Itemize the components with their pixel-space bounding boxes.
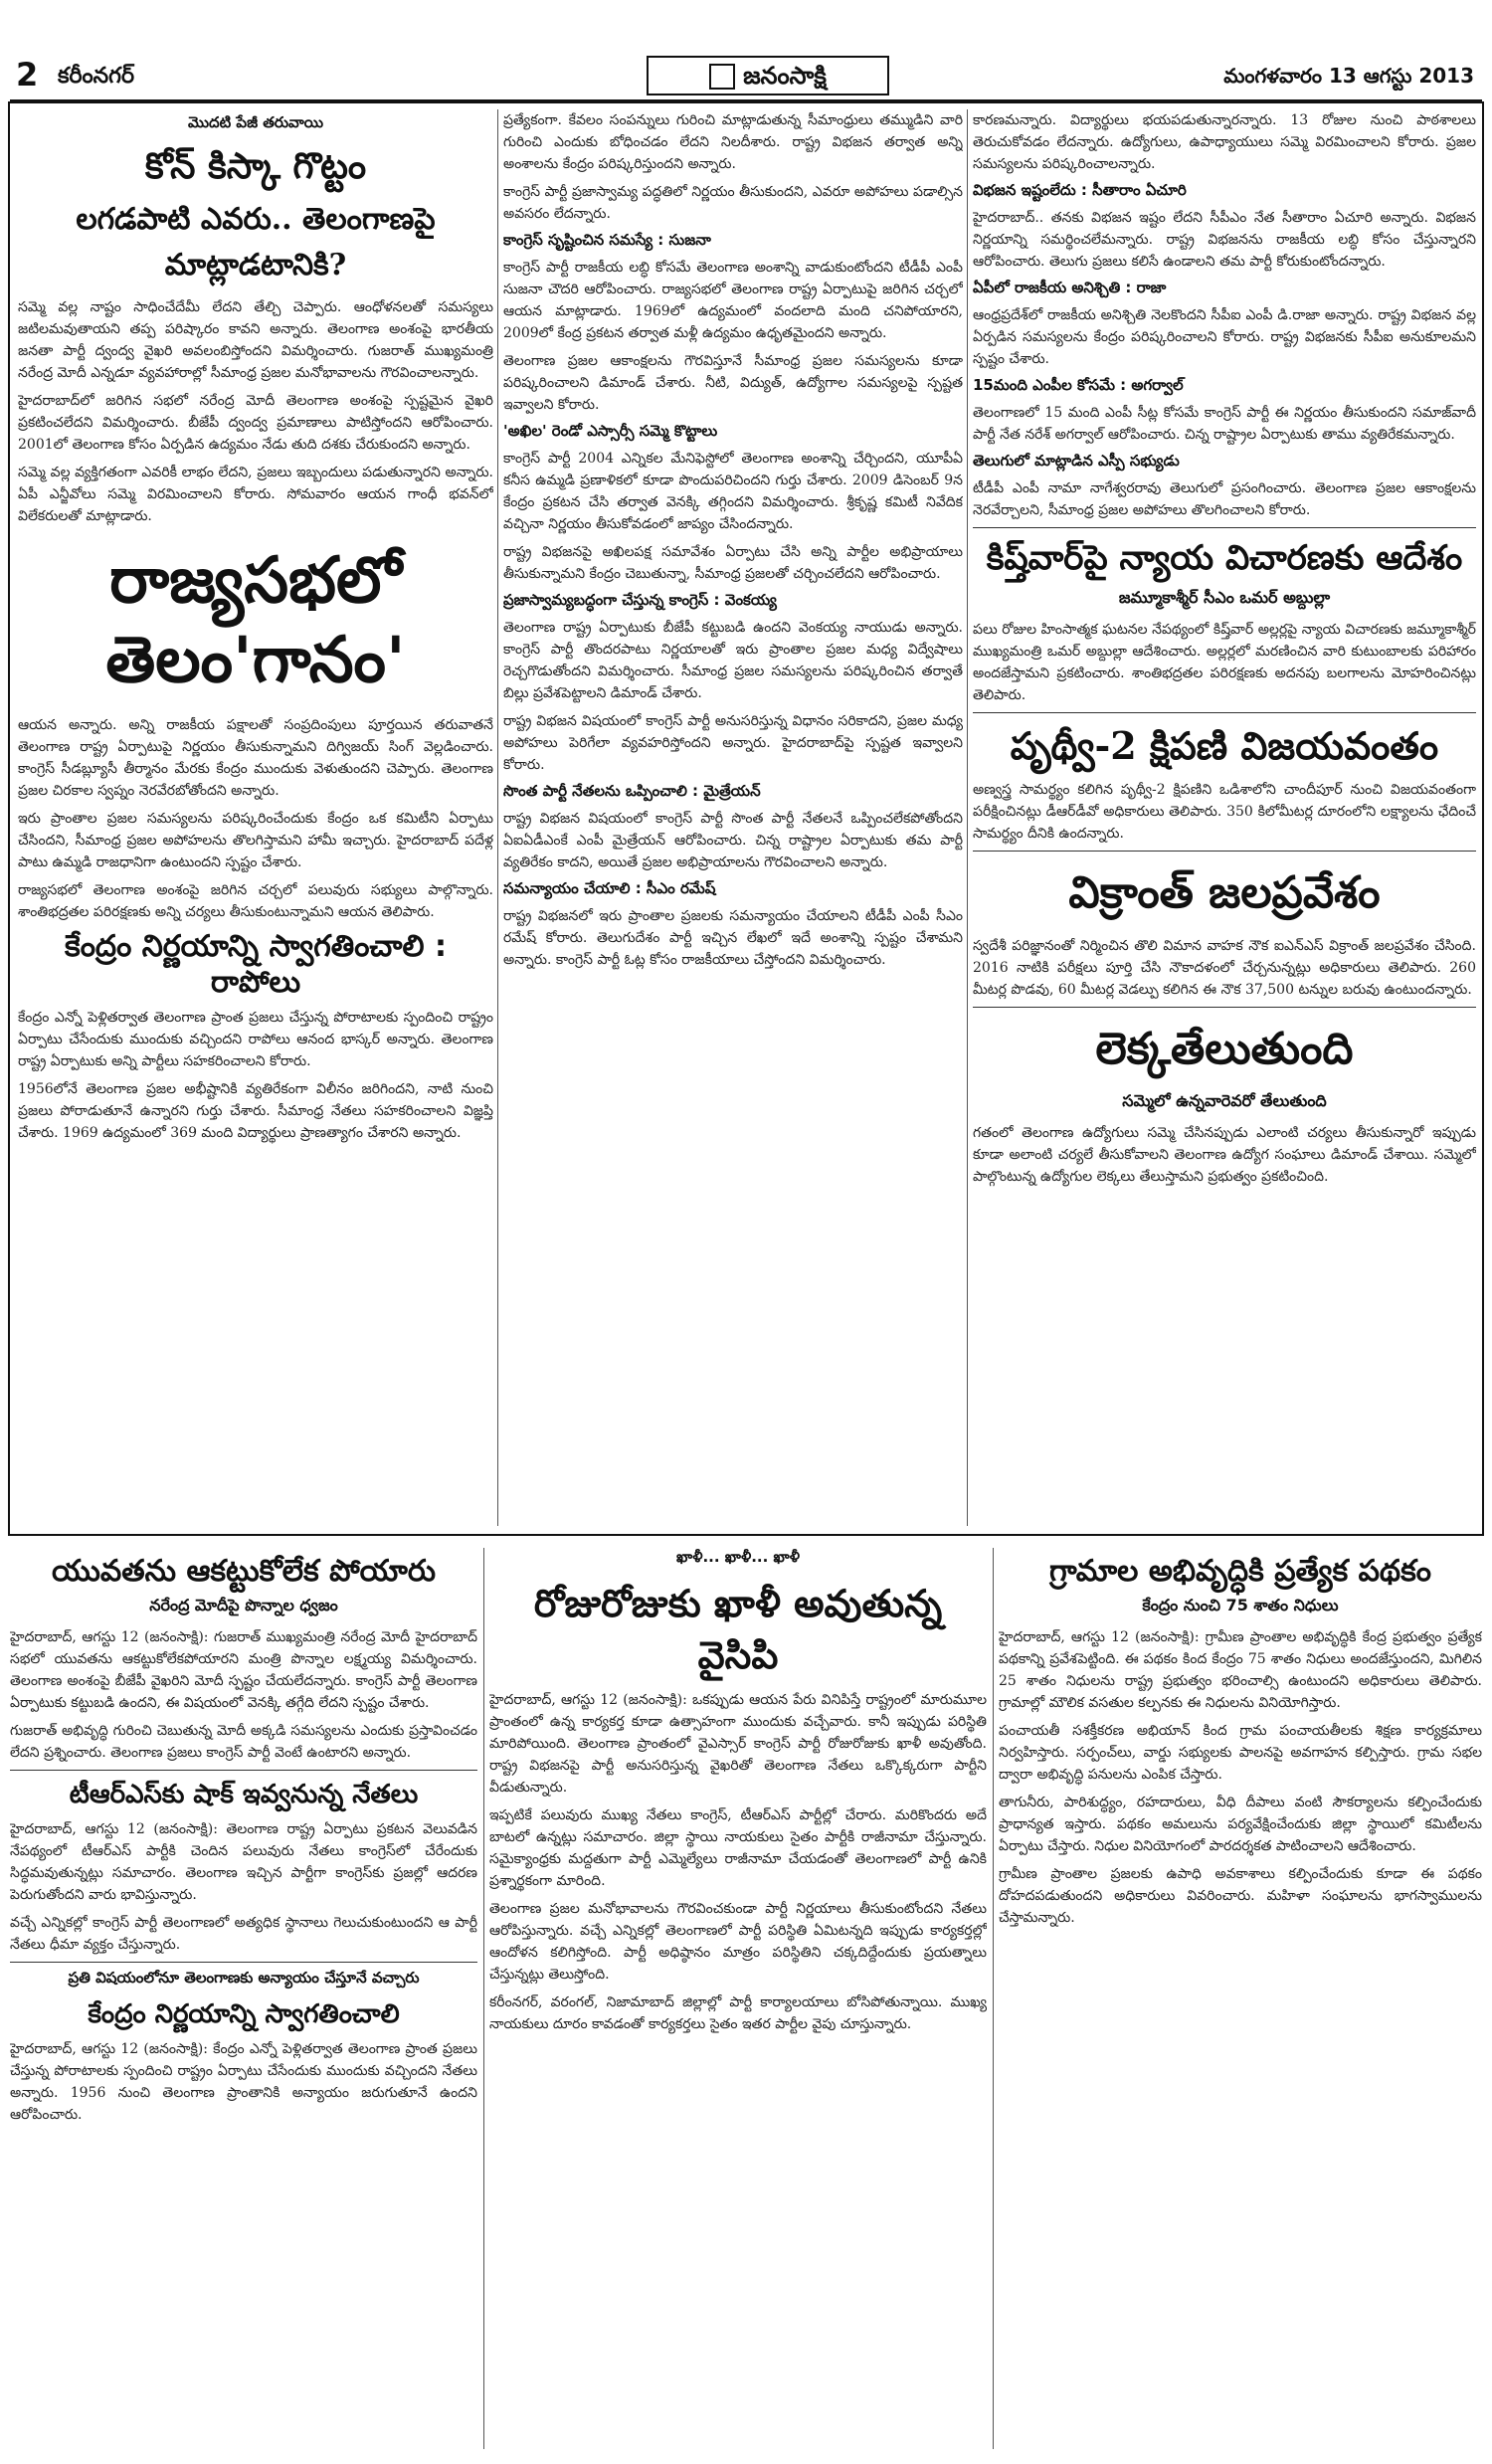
sub-headline: సొంత పార్టీ నేతలను ఒప్పించాలి : మైత్రేయన్‌ xyxy=(503,782,761,800)
story-body xyxy=(973,619,1476,706)
story-headline: లగడపాటి ఎవరు.. తెలంగాణపై మాట్లాడటానికి? xyxy=(76,202,436,283)
story-kicker: ప్రతి విషయంలోనూ తెలంగాణకు అన్యాయం చేస్తూనే వచ్చారు xyxy=(68,1969,420,1987)
story-body xyxy=(973,935,1476,1001)
paragraph: రాష్ట్ర విభజన విషయంలో కాంగ్రెస్‌ పార్టీ సొంత పార్టీ నేతలనే ఒప్పించలేకపోతోందని ఏఐఏడీఎంకే ఎంపీ మైత్రేయన్‌ ఆరోపించారు. చిన్న రాష్ట్రాల ఏర్పాటుకు తమ పార్టీ వ్యతిరేకం కాదని, అయితే ప్రజల అభిప్రాయాలను గౌరవించాలని అన్నారు. xyxy=(503,811,963,870)
issue-date: మంగళవారం 13 ఆగస్టు 2013 xyxy=(1223,64,1474,88)
story-body xyxy=(973,1122,1476,1188)
bottom-right-column xyxy=(999,1548,1482,2453)
story-body xyxy=(503,617,963,776)
story-body xyxy=(973,779,1476,845)
story-headline: కేంద్రం నిర్ణయాన్ని స్వాగతించాలి xyxy=(88,1999,400,2029)
paragraph: తాగునీరు, పారిశుద్ధ్యం, రహదారులు, వీధి దీపాలు వంటి సౌకర్యాలను కల్పించేందుకు ప్రాధాన్యత ఇస్తారు. పథకం అమలును పర్యవేక్షించేందుకు జిల్లా స్థాయిలో కమిటీలను ఏర్పాటు చేస్తారు. నిధుల వినియోగంలో పారదర్శకత పాటించాలని ఆదేశించారు. xyxy=(999,1795,1482,1854)
paragraph: గ్రామీణ ప్రాంతాల ప్రజలకు ఉపాధి అవకాశాలు కల్పించేందుకు కూడా ఈ పథకం దోహదపడుతుందని అధికారులు వివరించారు. మహిళా సంఘాలను భాగస్వాములను చేస్తామన్నారు. xyxy=(999,1866,1482,1926)
story-headline-rajyasabha: రాజ్యసభలో తెలం'గానం' xyxy=(105,543,406,697)
continued-kicker: మొదటి పేజీ తరువాయి xyxy=(187,113,324,131)
column-right xyxy=(973,109,1476,1526)
paragraph: ఇరు ప్రాంతాల ప్రజల సమస్యలను పరిష్కరించేందుకు కేంద్రం ఒక కమిటీని ఏర్పాటు చేసిందని, సీమాంధ్ర ప్రజల అపోహలను తొలగిస్తామని హామీ ఇచ్చారు. హైదరాబాద్‌ పదేళ్ల పాటు ఉమ్మడి రాజధానిగా ఉంటుందని స్పష్టం చేశారు. xyxy=(18,811,493,870)
paragraph: తెలంగాణ ప్రజల మనోభావాలను గౌరవించకుండా పార్టీ నిర్ణయాలు తీసుకుంటోందని నేతలు ఆరోపిస్తున్నారు. వచ్చే ఎన్నికల్లో తెలంగాణలో పార్టీ పరిస్థితి ఏమిటన్నది ఇప్పుడు కార్యకర్తల్లో ఆందోళన కలిగిస్తోంది. పార్టీ అధిష్ఠానం మాత్రం పరిస్థితిని చక్కదిద్దేందుకు ప్రయత్నాలు చేస్తున్నట్లు తెలుస్తోంది. xyxy=(489,1901,987,1983)
story-headline: పృథ్వీ-2 క్షిపణి విజయవంతం xyxy=(1010,723,1439,768)
paragraph: కాంగ్రెస్‌ పార్టీ రాజకీయ లబ్ధి కోసమే తెలంగాణ అంశాన్ని వాడుకుంటోందని టీడీపీ ఎంపీ సుజనా చౌదరి ఆరోపించారు. రాజ్యసభలో తెలంగాణ రాష్ట్ర ఏర్పాటుపై జరిగిన చర్చలో ఆయన మాట్లాడారు. 1969లో ఉద్యమంలో వందలాది మంది చనిపోయారని, 2009లో కేంద్ర ప్రకటన తర్వాత మళ్లీ ఉద్యమం ఉధృతమైందని అన్నారు. xyxy=(503,260,963,341)
story-subheadline: సమ్మెలో ఉన్నవారెవరో తేలుతుంది xyxy=(1122,1091,1327,1110)
paragraph: కాంగ్రెస్‌ పార్టీ ప్రజాస్వామ్య పద్ధతిలో నిర్ణయం తీసుకుందని, ఎవరూ అపోహలు పడాల్సిన అవసరం లేదన్నారు. xyxy=(503,184,963,222)
story-body xyxy=(489,1689,987,2035)
paragraph: సమ్మె వల్ల నాష్టం సాధించేదేమీ లేదని తేల్చి చెప్పారు. ఆంధోళనలతో సమస్యలు జటిలమవుతాయని తప్ప పరిష్కారం కావని అన్నారు. తెలంగాణ అంశంపై భారతీయ జనతా పార్టీ ద్వంద్వ వైఖరి అవలంబిస్తోందని విమర్శించారు. గుజరాత్‌ ముఖ్యమంత్రి నరేంద్ర మోదీ ఎన్నడూ వ్యవహారాల్లో సీమాంధ్ర ప్రజల మనోభావాలను గౌరవించాలన్నారు. xyxy=(18,299,493,381)
story-body xyxy=(999,1626,1482,1929)
column-left xyxy=(18,109,493,1526)
sub-headline: 15మంది ఎంపీల కోసమే : అగర్వాల్‌ xyxy=(973,376,1184,394)
paragraph: ఇప్పటికే పలువురు ముఖ్య నేతలు కాంగ్రెస్‌, టీఆర్‌ఎస్‌ పార్టీల్లో చేరారు. మరికొందరు అదే బాటలో ఉన్నట్లు సమాచారం. జిల్లా స్థాయి నాయకులు సైతం పార్టీకి రాజీనామా చేస్తున్నారు. సమైక్యాంధ్రకు మద్దతుగా పార్టీ ఎమ్మెల్యేలు రాజీనామా చేయడంతో తెలంగాణలో పార్టీ ఉనికి ప్రశ్నార్థకంగా మారింది. xyxy=(489,1807,987,1889)
story-body xyxy=(503,808,963,873)
sub-headline: విభజన ఇష్టంలేదు : సీతారాం ఏచూరి xyxy=(973,181,1187,199)
paragraph: పలు రోజుల హింసాత్మక ఘటనల నేపథ్యంలో కిష్త్‌వార్‌ అల్లర్లపై న్యాయ విచారణకు జమ్మూకాశ్మీర్‌ ముఖ్యమంత్రి ఒమర్‌ అబ్దుల్లా ఆదేశించారు. అల్లర్లలో మరణించిన వారి కుటుంబాలకు పరిహారం అందజేస్తామని ప్రకటించారు. శాంతిభద్రతల పరిరక్షణకు అదనపు బలగాలను మోహరించినట్లు తెలిపారు. xyxy=(973,622,1476,703)
paragraph: రాష్ట్ర విభజనలో ఇరు ప్రాంతాల ప్రజలకు సమన్యాయం చేయాలని టీడీపీ ఎంపీ సీఎం రమేష్‌ కోరారు. తెలుగుదేశం పార్టీ ఇచ్చిన లేఖలో ఇదే అంశాన్ని స్పష్టం చేశామని అన్నారు. కాంగ్రెస్‌ పార్టీ ఓట్ల కోసం రాజకీయాలు చేస్తోందని విమర్శించారు. xyxy=(503,908,963,968)
story-headline: యువతను ఆకట్టుకోలేక పోయారు xyxy=(51,1554,437,1589)
paragraph: 1956లోనే తెలంగాణ ప్రజల అభీష్టానికి వ్యతిరేకంగా విలీనం జరిగిందని, నాటి నుంచి ప్రజలు పోరాడుతూనే ఉన్నారని గుర్తు చేశారు. సీమాంధ్ర నేతలు సహకరించాలని విజ్ఞప్తి చేశారు. 1969 ఉద్యమంలో 369 మంది విద్యార్థులు ప్రాణత్యాగం చేశారని అన్నారు. xyxy=(18,1081,493,1141)
paragraph: పంచాయతీ సశక్తీకరణ అభియాన్‌ కింద గ్రామ పంచాయతీలకు శిక్షణ కార్యక్రమాలు నిర్వహిస్తారు. సర్పంచ్‌లు, వార్డు సభ్యులకు పాలనపై అవగాహన కల్పిస్తారు. గ్రామ సభల ద్వారా అభివృద్ధి పనులను ఎంపిక చేస్తారు. xyxy=(999,1723,1482,1783)
paragraph: కేంద్రం ఎన్నో పెళ్లితర్వాత తెలంగాణ ప్రాంత ప్రజలు చేస్తున్న పోరాటాలకు స్పందించి రాష్ట్రం ఏర్పాటు చేసేందుకు ముందుకు వచ్చిందని రాపోలు ఆనంద భాస్కర్‌ అన్నారు. తెలంగాణ రాష్ట్ర ఏర్పాటుకు అన్ని పార్టీలు సహకరించాలని కోరారు. xyxy=(18,1010,493,1069)
story-headline: విక్రాంత్‌ జలప్రవేశం xyxy=(1068,867,1381,918)
column-middle xyxy=(503,109,963,1526)
sub-headline: తెలుగులో మాట్లాడిన ఎస్పీ సభ్యుడు xyxy=(973,452,1180,470)
bottom-left-column xyxy=(10,1548,477,2453)
paragraph: సమ్మె వల్ల వ్యక్తిగతంగా ఎవరికీ లాభం లేదని, ప్రజలు ఇబ్బందులు పడుతున్నారని అన్నారు. ఏపీ ఎన్జీవోలు సమ్మె విరమించాలని కోరారు. సోమవారం ఆయన గాంధీ భవన్‌లో విలేకరులతో మాట్లాడారు. xyxy=(18,465,493,524)
bottom-middle-column xyxy=(489,1548,987,2453)
story-body xyxy=(503,448,963,585)
paragraph: రాజ్యసభలో తెలంగాణ అంశంపై జరిగిన చర్చలో పలువురు సభ్యులు పాల్గొన్నారు. శాంతిభద్రతల పరిరక్షణకు అన్ని చర్యలు తీసుకుంటున్నామని ఆయన తెలిపారు. xyxy=(18,882,493,920)
sub-headline: 'అఖిల' రెండో ఎస్సార్సీ సమ్మె కొట్టాలు xyxy=(503,422,718,440)
paragraph: హైదరాబాద్‌, ఆగస్టు 12 (జనంసాక్షి): ఒకప్పుడు ఆయన పేరు వినిపిస్తే రాష్ట్రంలో మారుమూల ప్రాంతంలో ఉన్న కార్యకర్త కూడా ఉత్సాహంగా ముందుకు వచ్చేవారు. కానీ ఇప్పుడు పరిస్థితి మారిపోయింది. తెలంగాణ ప్రాంతంలో వైఎస్సార్‌ కాంగ్రెస్‌ పార్టీ రోజురోజుకు ఖాళీ అవుతోంది. రాష్ట్ర విభజనపై పార్టీ అనుసరిస్తున్న వైఖరితో తెలంగాణ నేతలు ఒక్కొక్కరుగా పార్టీని వీడుతున్నారు. xyxy=(489,1692,987,1796)
story-subheadline: నరేంద్ర మోదీపై పొన్నాల ధ్వజం xyxy=(149,1596,338,1614)
story-headline: టీఆర్‌ఎస్‌కు షాక్‌ ఇవ్వనున్న నేతలు xyxy=(69,1780,419,1809)
paragraph: కారణమన్నారు. విద్యార్థులు భయపడుతున్నారన్నారు. 13 రోజుల నుంచి పాఠశాలలు తెరుచుకోవడం లేదన్నారు. ఉద్యోగులు, ఉపాధ్యాయులు సమ్మె విరమించాలని కోరారు. ప్రజల సమస్యలను పరిష్కరించాలన్నారు. xyxy=(973,112,1476,172)
story-body xyxy=(18,714,493,923)
divider xyxy=(10,1770,477,1771)
story-headline: కోన్‌ కిస్కా గొట్టం xyxy=(144,145,367,187)
masthead xyxy=(647,56,889,95)
story-subheadline: జమ్మూకాశ్మీర్‌ సీఎం ఒమర్‌ అబ్దుల్లా xyxy=(1118,588,1331,607)
divider xyxy=(973,1007,1476,1008)
section-name: కరీంనగర్ xyxy=(58,64,135,89)
column-divider xyxy=(967,109,968,1526)
paragraph: హైదరాబాద్‌, ఆగస్టు 12 (జనంసాక్షి): గుజరాత్‌ ముఖ్యమంత్రి నరేంద్ర మోదీ హైదరాబాద్‌ సభలో యువతను ఆకట్టుకోలేకపోయారని మంత్రి పొన్నాల లక్ష్మయ్య విమర్శించారు. తెలంగాణ అంశంపై బీజేపీ వైఖరిని మోదీ స్పష్టం చేయలేదన్నారు. కాంగ్రెస్‌ పార్టీ తెలంగాణ ఏర్పాటుకు కట్టుబడి ఉందని, ఈ విషయంలో వెనక్కి తగ్గేది లేదని స్పష్టం చేశారు. xyxy=(10,1629,477,1711)
story-body xyxy=(973,304,1476,370)
paragraph: హైదరాబాద్‌, ఆగస్టు 12 (జనంసాక్షి): తెలంగాణ రాష్ట్ర ఏర్పాటు ప్రకటన వెలువడిన నేపథ్యంలో టీఆర్‌ఎస్‌ పార్టీకి చెందిన పలువురు నేతలు కాంగ్రెస్‌లో చేరేందుకు సిద్ధమవుతున్నట్లు సమాచారం. తెలంగాణ ఇచ్చిన పార్టీగా కాంగ్రెస్‌కు ప్రజల్లో ఆదరణ పెరుగుతోందని వారు భావిస్తున్నారు. xyxy=(10,1821,477,1903)
story-body xyxy=(18,1007,493,1144)
story-headline: కిష్త్‌వార్‌పై న్యాయ విచారణకు ఆదేశం xyxy=(986,538,1463,578)
paragraph: స్వదేశీ పరిజ్ఞానంతో నిర్మించిన తొలి విమాన వాహక నౌక ఐఎన్‌ఎస్‌ విక్రాంత్‌ జలప్రవేశం చేసింది. 2016 నాటికి పరీక్షలు పూర్తి చేసి నౌకాదళంలో చేర్చనున్నట్లు అధికారులు తెలిపారు. 260 మీటర్ల పొడవు, 60 మీటర్ల వెడల్పు కలిగిన ఈ నౌక 37,500 టన్నుల బరువు ఉంటుందన్నారు. xyxy=(973,938,1476,998)
divider xyxy=(973,527,1476,528)
paragraph: హైదరాబాద్‌, ఆగస్టు 12 (జనంసాక్షి): గ్రామీణ ప్రాంతాల అభివృద్ధికి కేంద్ర ప్రభుత్వం ప్రత్యేక పథకాన్ని ప్రవేశపెట్టింది. ఈ పథకం కింద కేంద్రం 75 శాతం నిధులు అందజేస్తుందని, మిగిలిన 25 శాతం నిధులను రాష్ట్ర ప్రభుత్వం భరించాల్సి ఉంటుందని అధికారులు తెలిపారు. గ్రామాల్లో మౌలిక వసతుల కల్పనకు ఈ నిధులను వినియోగిస్తారు. xyxy=(999,1629,1482,1711)
paragraph: హైదరాబాద్‌లో జరిగిన సభలో నరేంద్ర మోదీ తెలంగాణ అంశంపై స్పష్టమైన వైఖరి ప్రకటించలేదని విమర్శించారు. బీజేపీ ద్వంద్వ ప్రమాణాలు పాటిస్తోందని ఆరోపించారు. 2001లో తెలంగాణ కోసం ఏర్పడిన ఉద్యమం నేడు తుది దశకు చేరుకుందని అన్నారు. xyxy=(18,393,493,453)
column-divider xyxy=(993,1548,994,2449)
paragraph: ప్రత్యేకంగా. కేవలం సంపన్నులు గురించి మాట్లాడుతున్న సీమాంధ్రులు తమ్ముడిని వారి గురించి ఎందుకు బోధించడం లేదని నిలదీశారు. రాష్ట్ర విభజన తర్వాత అన్ని అంశాలను కేంద్రం పరిష్కరిస్తుందని అన్నారు. xyxy=(503,112,963,172)
story-headline: రోజురోజుకు ఖాళీ అవుతున్న వైసిపి xyxy=(533,1581,943,1677)
sub-headline: ఏపీలో రాజకీయ అనిశ్చితి : రాజా xyxy=(973,279,1167,296)
paragraph: రాష్ట్ర విభజనపై అఖిలపక్ష సమావేశం ఏర్పాటు చేసి అన్ని పార్టీల అభిప్రాయాలు తీసుకున్నామని కేంద్రం చెబుతున్నా, సీమాంధ్ర ప్రజలతో చర్చించలేదని ఆరోపించారు. xyxy=(503,544,963,582)
paragraph: ఆంధ్రప్రదేశ్‌లో రాజకీయ అనిశ్చితి నెలకొందని సీపీఐ ఎంపీ డి.రాజా అన్నారు. రాష్ట్ర విభజన వల్ల ఏర్పడిన సమస్యలను కేంద్రం పరిష్కరించాలని కోరారు. రాష్ట్ర విభజనకు సీపీఐ అనుకూలమని స్పష్టం చేశారు. xyxy=(973,307,1476,367)
paragraph: హైదరాబాద్‌, ఆగస్టు 12 (జనంసాక్షి): కేంద్రం ఎన్నో పెళ్లితర్వాత తెలంగాణ ప్రాంత ప్రజలు చేస్తున్న పోరాటాలకు స్పందించి రాష్ట్రం ఏర్పాటు చేసేందుకు ముందుకు వచ్చిందని నేతలు అన్నారు. 1956 నుంచి తెలంగాణ ప్రాంతానికి అన్యాయం జరుగుతూనే ఉందని ఆరోపించారు. xyxy=(10,2041,477,2123)
story-headline: లెక్కతేలుతుంది xyxy=(1095,1024,1354,1074)
paragraph: కరీంనగర్‌, వరంగల్‌, నిజామాబాద్‌ జిల్లాల్లో పార్టీ కార్యాలయాలు బోసిపోతున్నాయి. ముఖ్య నాయకులు దూరం కావడంతో కార్యకర్తలు సైతం ఇతర పార్టీల వైపు చూస్తున్నారు. xyxy=(489,1994,987,2032)
paragraph: అణ్వస్త్ర సామర్థ్యం కలిగిన పృథ్వీ-2 క్షిపణిని ఒడిశాలోని చాందీపూర్‌ నుంచి విజయవంతంగా పరీక్షించినట్లు డీఆర్‌డీవో అధికారులు తెలిపారు. 350 కిలోమీటర్ల దూరంలోని లక్ష్యాలను ఛేదించే సామర్థ్యం దీనికి ఉందన్నారు. xyxy=(973,782,1476,842)
paragraph: వచ్చే ఎన్నికల్లో కాంగ్రెస్‌ పార్టీ తెలంగాణలో అత్యధిక స్థానాలు గెలుచుకుంటుందని ఆ పార్టీ నేతలు ధీమా వ్యక్తం చేస్తున్నారు. xyxy=(10,1915,477,1953)
sub-headline: ప్రజాస్వామ్యబద్ధంగా చేస్తున్న కాంగ్రెస్‌ : వెంకయ్య xyxy=(503,591,777,609)
story-body xyxy=(973,207,1476,273)
story-body xyxy=(10,1626,477,1764)
paragraph: తెలంగాణలో 15 మంది ఎంపీ సీట్ల కోసమే కాంగ్రెస్‌ పార్టీ ఈ నిర్ణయం తీసుకుందని సమాజ్‌వాదీ పార్టీ నేత నరేశ్‌ అగర్వాల్‌ ఆరోపించారు. చిన్న రాష్ట్రాల ఏర్పాటుకు తాము వ్యతిరేకమన్నారు. xyxy=(973,405,1476,443)
column-divider xyxy=(497,109,498,1526)
column-divider xyxy=(483,1548,484,2449)
divider xyxy=(10,1962,477,1963)
story-headline: కేంద్రం నిర్ణయాన్ని స్వాగతించాలి : రాపోలు xyxy=(65,929,447,1000)
story-body xyxy=(973,477,1476,521)
divider xyxy=(973,712,1476,713)
story-headline: గ్రామాల అభివృద్ధికి ప్రత్యేక పథకం xyxy=(1049,1554,1431,1589)
paragraph: రాష్ట్ర విభజన విషయంలో కాంగ్రెస్‌ పార్టీ అనుసరిస్తున్న విధానం సరికాదని, ప్రజల మధ్య అపోహలు పెరిగేలా వ్యవహరిస్తోందని అన్నారు. హైదరాబాద్‌పై స్పష్టత ఇవ్వాలని కోరారు. xyxy=(503,713,963,773)
page-number: 2 xyxy=(16,56,39,94)
paragraph: కాంగ్రెస్‌ పార్టీ 2004 ఎన్నికల మేనిఫెస్టోలో తెలంగాణ అంశాన్ని చేర్చిందని, యూపీఏ కనీస ఉమ్మడి ప్రణాళికలో కూడా పొందుపరిచిందని గుర్తు చేశారు. 2009 డిసెంబర్‌ 9న కేంద్రం ప్రకటన చేసి తర్వాత వెనక్కి తగ్గిందని విమర్శించారు. శ్రీకృష్ణ కమిటీ నివేదిక వచ్చినా నిర్ణయం తీసుకోవడంలో జాప్యం చేసిందన్నారు. xyxy=(503,451,963,532)
story-body xyxy=(10,2038,477,2126)
paragraph: టీడీపీ ఎంపీ నామా నాగేశ్వరరావు తెలుగులో ప్రసంగించారు. తెలంగాణ ప్రజల ఆకాంక్షలను నెరవేర్చాలని, సీమాంధ్ర ప్రజల అపోహలు తొలగించాలని కోరారు. xyxy=(973,480,1476,518)
story-subheadline: కేంద్రం నుంచి 75 శాతం నిధులు xyxy=(1142,1596,1339,1614)
story-body xyxy=(973,109,1476,175)
paragraph: ఆయన అన్నారు. అన్ని రాజకీయ పక్షాలతో సంప్రదింపులు పూర్తయిన తరువాతనే తెలంగాణ రాష్ట్ర ఏర్పాటుపై నిర్ణయం తీసుకున్నామని దిగ్విజయ్‌ సింగ్‌ వెల్లడించారు. కాంగ్రెస్‌ సీడబ్ల్యూసీ తీర్మానం మేరకు కేంద్రం ముందుకు వెళుతుందని చెప్పారు. తెలంగాణ ప్రజల చిరకాల స్వప్నం నెరవేరబోతోందని అన్నారు. xyxy=(18,717,493,799)
story-body xyxy=(503,257,963,416)
paragraph: తెలంగాణ రాష్ట్ర ఏర్పాటుకు బీజేపీ కట్టుబడి ఉందని వెంకయ్య నాయుడు అన్నారు. కాంగ్రెస్‌ పార్టీ తొందరపాటు నిర్ణయాలతో ఇరు ప్రాంతాల ప్రజల మధ్య విద్వేషాలు రెచ్చగొడుతోందని విమర్శించారు. సీమాంధ్ర ప్రజల సమస్యలను పరిష్కరించిన తర్వాతే బిల్లు ప్రవేశపెట్టాలని డిమాండ్‌ చేశారు. xyxy=(503,620,963,701)
story-body xyxy=(18,296,493,527)
page-header xyxy=(10,52,1482,102)
story-body xyxy=(503,905,963,971)
story-body xyxy=(10,1818,477,1956)
story-kicker: ఖాళీ... ఖాళీ... ఖాళీ xyxy=(676,1548,800,1566)
sub-headline: సమన్యాయం చేయాలి : సీఎం రమేష్‌ xyxy=(503,879,716,897)
masthead-title: జనంసాక్షి xyxy=(743,62,827,90)
divider xyxy=(973,851,1476,852)
paragraph: తెలంగాణ ప్రజల ఆకాంక్షలను గౌరవిస్తూనే సీమాంధ్ర ప్రజల సమస్యలను కూడా పరిష్కరించాలని డిమాండ్‌ చేశారు. నీటి, విద్యుత్‌, ఉద్యోగాల సమస్యలపై స్పష్టత ఇవ్వాలని కోరారు. xyxy=(503,353,963,413)
story-body xyxy=(973,402,1476,446)
story-body xyxy=(503,109,963,225)
masthead-logo-icon xyxy=(709,64,735,90)
paragraph: గుజరాత్‌ అభివృద్ధి గురించి చెబుతున్న మోదీ అక్కడి సమస్యలను ఎందుకు ప్రస్తావించడం లేదని ప్రశ్నించారు. తెలంగాణ ప్రజలు కాంగ్రెస్‌ పార్టీ వెంటే ఉంటారని అన్నారు. xyxy=(10,1723,477,1761)
paragraph: గతంలో తెలంగాణ ఉద్యోగులు సమ్మె చేసినప్పుడు ఎలాంటి చర్యలు తీసుకున్నారో ఇప్పుడు కూడా అలాంటి చర్యలే తీసుకోవాలని తెలంగాణ ఉద్యోగ సంఘాలు డిమాండ్‌ చేశాయి. సమ్మెలో పాల్గొంటున్న ఉద్యోగుల లెక్కలు తేలుస్తామని ప్రభుత్వం ప్రకటించింది. xyxy=(973,1125,1476,1185)
sub-headline: కాంగ్రెస్‌ సృష్టించిన సమస్యే : సుజనా xyxy=(503,231,711,249)
paragraph: హైదరాబాద్‌.. తనకు విభజన ఇష్టం లేదని సీపీఎం నేత సీతారాం ఏచూరి అన్నారు. విభజన నిర్ణయాన్ని సమర్థించలేమన్నారు. రాష్ట్ర విభజనను రాజకీయ లబ్ధి కోసం చేస్తున్నారని ఆరోపించారు. తెలుగు ప్రజలు కలిసే ఉండాలని తమ పార్టీ కోరుకుంటోందన్నారు. xyxy=(973,210,1476,270)
